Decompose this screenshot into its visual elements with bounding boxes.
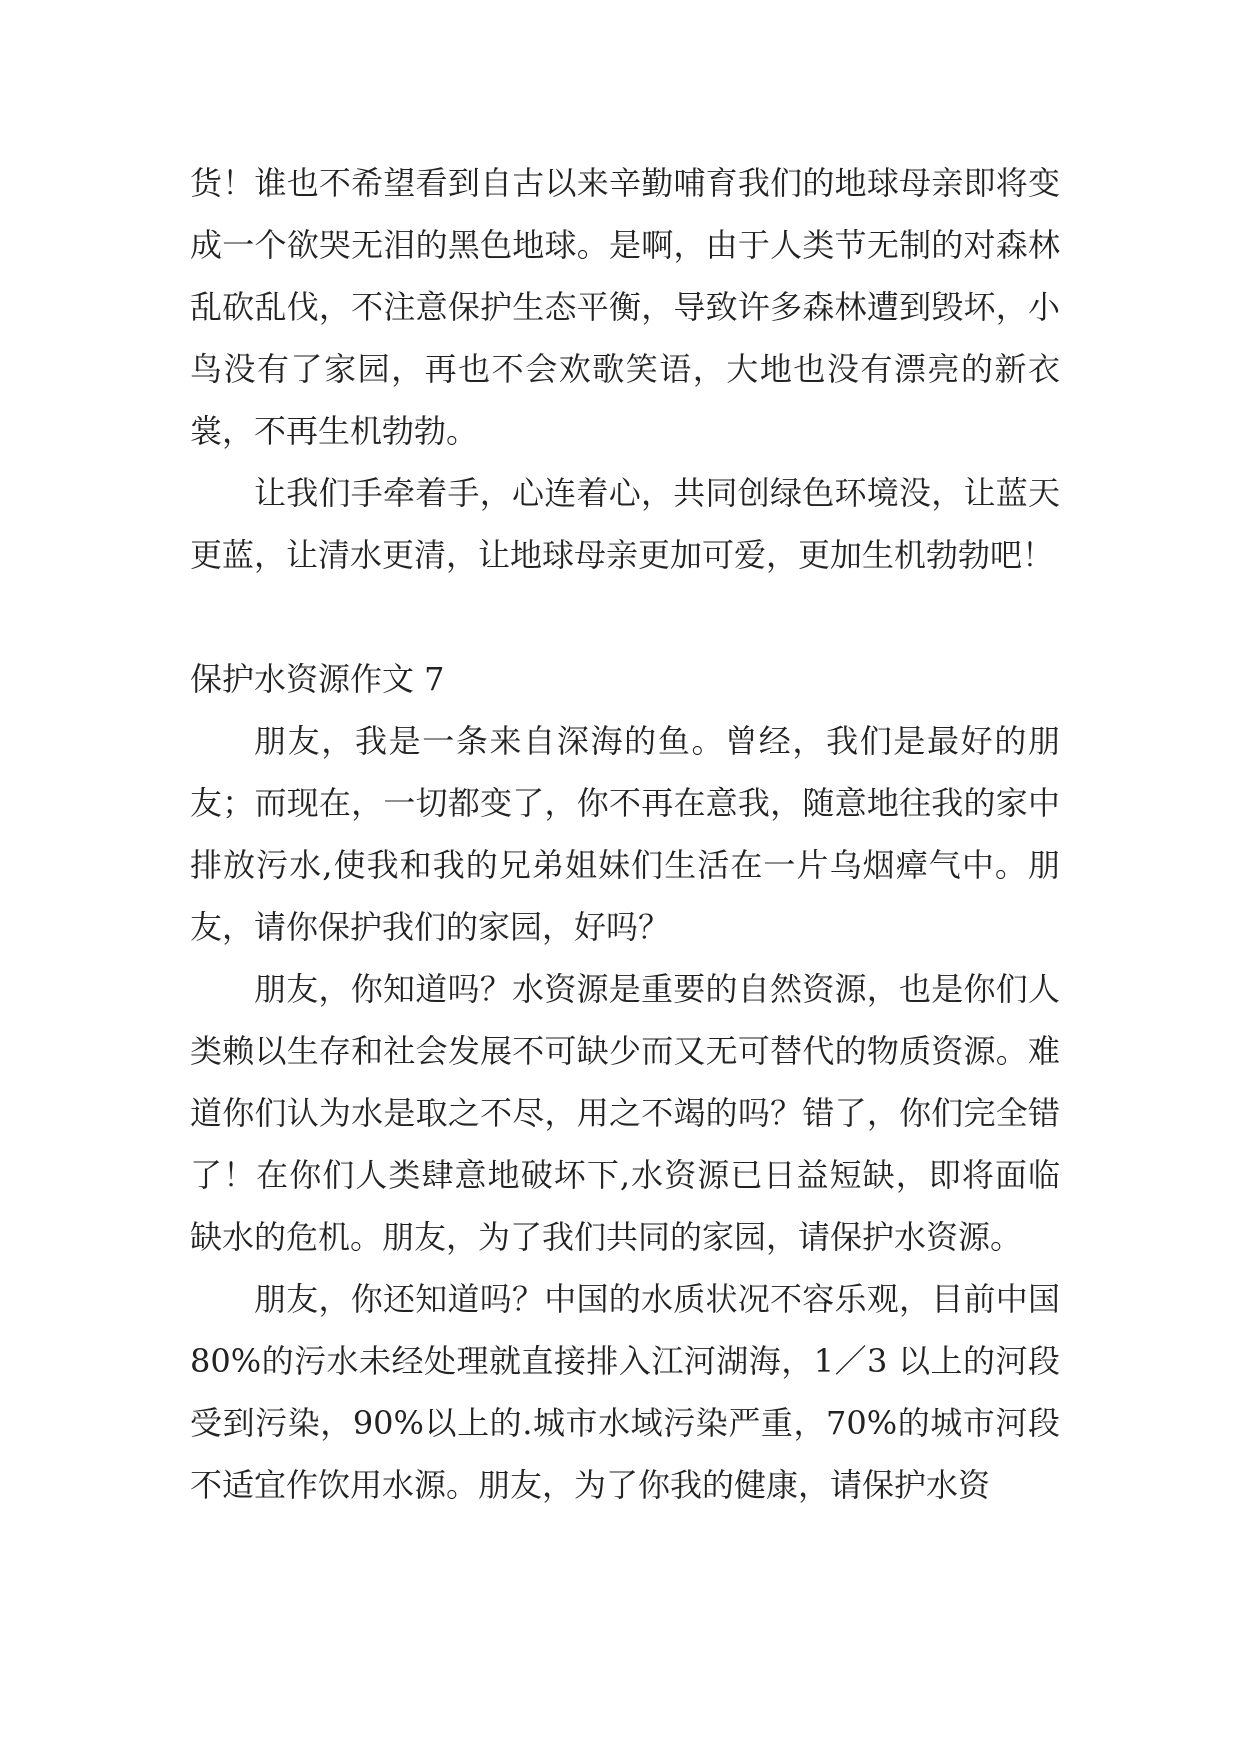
section-paragraph-2: 朋友，你知道吗？水资源是重要的自然资源，也是你们人类赖以生存和社会发展不可缺少而又无可替代的物质资源。难道你们认为水是取之不尽，用之不竭的吗？错了，你们完全错了！在你们人类肆意地破坏下,水资源已日益短缺，即将面临缺水的危机。朋友，为了我们共同的家园，请保护水资源。 xyxy=(190,970,1060,1256)
paragraph-continued: 货！谁也不希望看到自古以来辛勤哺育我们的地球母亲即将变成一个欲哭无泪的黑色地球。是啊，由于人类节无制的对森林乱砍乱伐，不注意保护生态平衡，导致许多森林遭到毁坏，小鸟没有了家园，再也不会欢歌笑语，大地也没有漂亮的新衣裳，不再生机勃勃。 xyxy=(190,164,1060,450)
section-gap xyxy=(190,586,1060,648)
section-paragraph-3: 朋友，你还知道吗？中国的水质状况不容乐观，目前中国 80%的污水未经处理就直接排入江河湖海，1／3 以上的河段受到污染，90%以上的.城市水域污染严重，70%的城市河段不适宜作饮用水源。朋友，为了你我的健康，请保护水资 xyxy=(190,1280,1060,1504)
section-paragraph-1: 朋友，我是一条来自深海的鱼。曾经，我们是最好的朋友；而现在，一切都变了，你不再在意我，随意地往我的家中排放污水,使我和我的兄弟姐妹们生活在一片乌烟瘴气中。朋友，请你保护我们的家园，好吗？ xyxy=(190,722,1060,946)
paragraph-closing: 让我们手牵着手，心连着心，共同创绿色环境没，让蓝天更蓝，让清水更清，让地球母亲更加可爱，更加生机勃勃吧！ xyxy=(190,474,1060,574)
section-title: 保护水资源作文 7 xyxy=(190,660,445,698)
document-body xyxy=(190,152,1060,1516)
